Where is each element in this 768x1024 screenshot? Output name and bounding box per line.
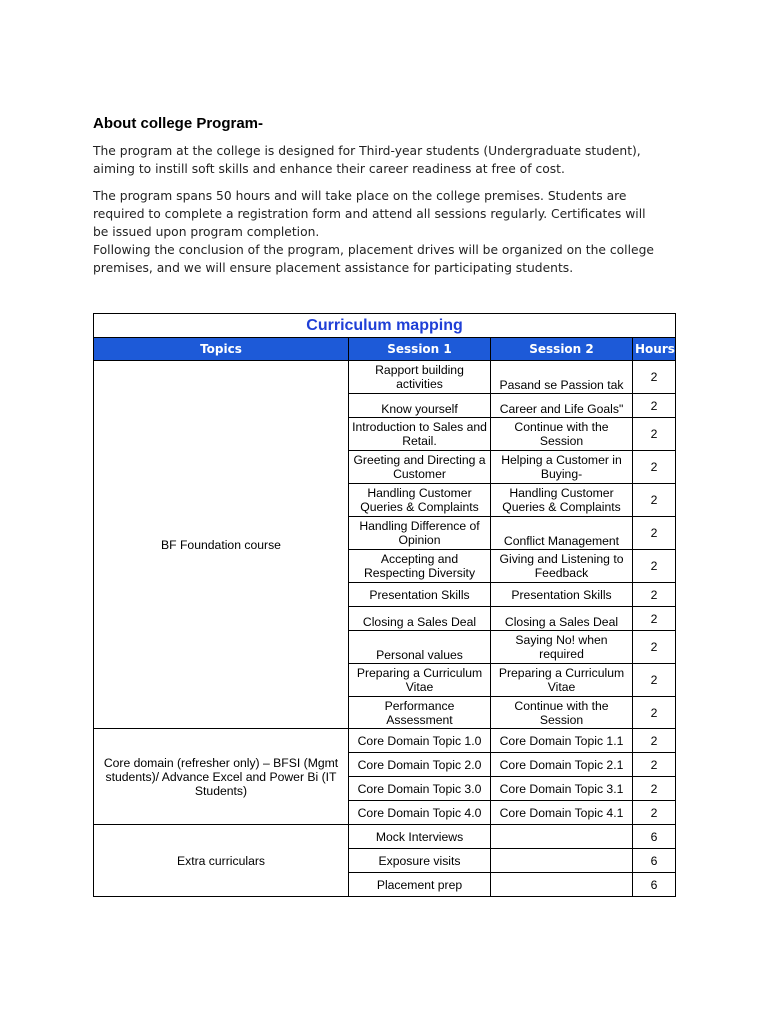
topic-cell: Core domain (refresher only) – BFSI (Mgmt students)/ Advance Excel and Power Bi (IT Students) [94,729,349,825]
session-2-cell [491,849,633,873]
session-1-cell: Placement prep [349,873,491,897]
hours-cell: 2 [633,729,676,753]
session-1-cell: Handling Customer Queries & Complaints [349,484,491,517]
paragraph-line: Following the conclusion of the program, placement drives will be organized on the college [93,243,654,257]
session-1-cell: Exposure visits [349,849,491,873]
hours-cell: 2 [633,550,676,583]
session-1-cell: Core Domain Topic 1.0 [349,729,491,753]
table-row [94,361,676,394]
details-paragraph [93,187,693,277]
session-2-cell: Presentation Skills [491,583,633,607]
session-2-cell [491,825,633,849]
session-2-cell: Core Domain Topic 2.1 [491,753,633,777]
topic-cell: Extra curriculars [94,825,349,897]
paragraph-line: premises, and we will ensure placement assistance for participating students. [93,261,574,275]
topic-cell: BF Foundation course [94,361,349,729]
session-1-cell: Performance Assessment [349,697,491,729]
hours-cell: 2 [633,801,676,825]
session-1-cell: Core Domain Topic 2.0 [349,753,491,777]
session-2-cell: Continue with the Session [491,697,633,729]
session-1-cell: Preparing a Curriculum Vitae [349,664,491,697]
paragraph-line: The program at the college is designed for Third-year students (Undergraduate student), [93,144,641,158]
session-1-cell: Accepting and Respecting Diversity [349,550,491,583]
table-row [94,729,676,753]
session-2-cell: Core Domain Topic 1.1 [491,729,633,753]
session-1-cell: Presentation Skills [349,583,491,607]
section-heading: About college Program- [93,115,264,132]
column-header-session-1: Session 1 [349,338,491,361]
table-title: Curriculum mapping [94,314,676,338]
session-2-cell: Core Domain Topic 3.1 [491,777,633,801]
intro-paragraph [93,142,693,178]
hours-cell: 2 [633,607,676,631]
session-1-cell: Mock Interviews [349,825,491,849]
session-2-cell: Continue with the Session [491,418,633,451]
paragraph-line: aiming to instill soft skills and enhance their career readiness at free of cost. [93,162,565,176]
session-1-cell: Rapport building activities [349,361,491,394]
paragraph-line: required to complete a registration form and attend all sessions regularly. Certificates will [93,207,646,221]
hours-cell: 2 [633,484,676,517]
hours-cell: 2 [633,361,676,394]
session-2-cell: Saying No! when required [491,631,633,664]
session-2-cell: Career and Life Goals" [491,394,633,418]
hours-cell: 2 [633,664,676,697]
hours-cell: 2 [633,394,676,418]
column-header-session-2: Session 2 [491,338,633,361]
hours-cell: 6 [633,825,676,849]
session-1-cell: Closing a Sales Deal [349,607,491,631]
session-1-cell: Core Domain Topic 3.0 [349,777,491,801]
session-2-cell: Giving and Listening to Feedback [491,550,633,583]
session-1-cell: Know yourself [349,394,491,418]
session-2-cell: Preparing a Curriculum Vitae [491,664,633,697]
column-header-hours: Hours [633,338,676,361]
session-2-cell: Conflict Management [491,517,633,550]
hours-cell: 2 [633,753,676,777]
hours-cell: 2 [633,451,676,484]
session-2-cell: Handling Customer Queries & Complaints [491,484,633,517]
hours-cell: 2 [633,777,676,801]
hours-cell: 2 [633,697,676,729]
session-2-cell: Core Domain Topic 4.1 [491,801,633,825]
session-1-cell: Handling Difference of Opinion [349,517,491,550]
session-2-cell [491,873,633,897]
column-header-topics: Topics [94,338,349,361]
table-row [94,825,676,849]
hours-cell: 6 [633,873,676,897]
hours-cell: 2 [633,583,676,607]
session-2-cell: Helping a Customer in Buying- [491,451,633,484]
paragraph-line: be issued upon program completion. [93,225,320,239]
hours-cell: 2 [633,418,676,451]
session-1-cell: Core Domain Topic 4.0 [349,801,491,825]
session-1-cell: Introduction to Sales and Retail. [349,418,491,451]
session-2-cell: Closing a Sales Deal [491,607,633,631]
curriculum-table [93,313,676,897]
hours-cell: 6 [633,849,676,873]
session-2-cell: Pasand se Passion tak [491,361,633,394]
paragraph-line: The program spans 50 hours and will take place on the college premises. Students are [93,189,627,203]
hours-cell: 2 [633,517,676,550]
session-1-cell: Personal values [349,631,491,664]
session-1-cell: Greeting and Directing a Customer [349,451,491,484]
hours-cell: 2 [633,631,676,664]
